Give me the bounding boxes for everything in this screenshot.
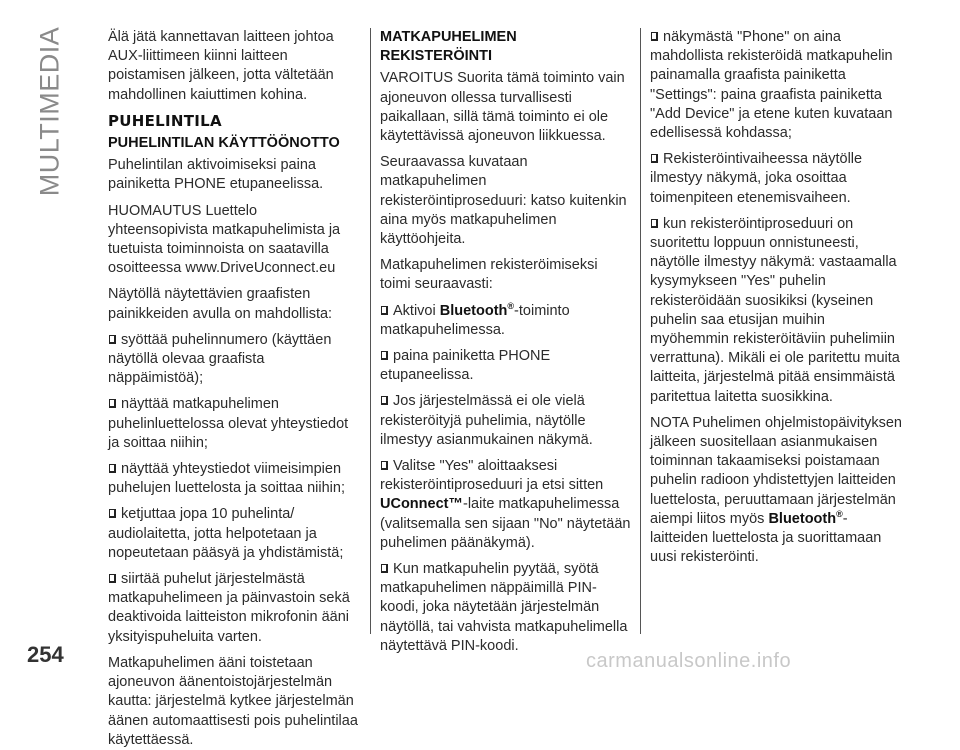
section-heading: MATKAPUHELIMEN REKISTERÖINTI	[380, 29, 517, 65]
bullet-item: Jos järjestelmässä ei ole vielä rekisteröityjä puhelimia, näytölle ilmestyy asianmukainen näkymä.	[380, 393, 593, 448]
warning-paragraph: VAROITUS Suorita tämä toiminto vain ajoneuvon ollessa turvallisesti paikallaan, sillä tämä toiminto ei ole käytettävissä ajoneuvon liikkuessa.	[380, 70, 625, 145]
brand-text: UConnect™	[380, 496, 463, 513]
bullet-icon	[650, 219, 660, 229]
bullet-icon	[380, 564, 390, 574]
paragraph: Seuraavassa kuvataan matkapuhelimen rekisteröintiproseduuri: katso kuitenkin aina myös matkapuhelimen käyttöohjeita.	[380, 154, 627, 248]
bullet-icon	[650, 154, 660, 164]
bullet-item: näkymästä "Phone" on aina mahdollista rekisteröidä matkapuhelin painamalla graafista painiketta "Settings": paina graafista painiketta "Add Device" ja etene kuten kuvataan edellisessä kohdassa;	[650, 29, 893, 142]
column-2	[380, 28, 632, 654]
bullet-item: näyttää yhteystiedot viimeisimpien puhelujen luettelosta ja soittaa niihin;	[108, 461, 345, 497]
bullet-icon	[108, 335, 118, 345]
brand-text: Bluetooth	[439, 302, 508, 319]
bullet-icon	[108, 399, 118, 409]
bullet-icon	[380, 351, 390, 361]
watermark: carmanualsonline.info	[586, 650, 792, 672]
bullet-item: paina painiketta PHONE etupaneelissa.	[380, 348, 551, 384]
bullet-item: Aktivoi Bluetooth®-toiminto matkapuhelimessa.	[380, 300, 570, 338]
bullet-item: kun rekisteröintiproseduuri on suoritettu loppuun onnistuneesti, näytölle ilmestyy näkymä: vastaamalla kysymykseen "Yes" puhelin rekisteröidään suosikiksi (kyseinen puhelin saa etusijan muihin myöhemmin rekisteröitäviin puhelimiin verrattuna). Mikäli ei ole paritettu muita laitteita, järjestelmä pitää ensimmäistä paritettua laitetta suosikkina.	[650, 215, 900, 405]
paragraph: Matkapuhelimen rekisteröimiseksi toimi seuraavasti:	[380, 257, 598, 293]
bullet-item: näyttää matkapuhelimen puhelinluettelossa olevat yhteystiedot ja soittaa niihin;	[108, 396, 349, 451]
bullet-item: Kun matkapuhelin pyytää, syötä matkapuhelimen näppäimillä PIN-koodi, joka näytetään järjestelmän näytöllä, tai vahvista matkapuhelimella näytettävä PIN-koodi.	[380, 561, 628, 654]
paragraph: Puhelintilan aktivoimiseksi paina painiketta PHONE etupaneelissa.	[108, 157, 324, 193]
bullet-icon	[380, 396, 390, 406]
subsection-heading: PUHELINTILAN KÄYTTÖÖNOTTO	[108, 135, 340, 152]
bullet-icon	[108, 574, 118, 584]
bullet-icon	[380, 306, 390, 316]
paragraph: Matkapuhelimen ääni toistetaan ajoneuvon äänentoistojärjestelmän kautta: järjestelmä kytkee järjestelmän äänen automaattisesti pois puhelintilaa käytettäessä.	[108, 654, 358, 748]
bullet-item: ketjuttaa jopa 10 puhelinta/ audiolaitetta, jotta helpotetaan ja nopeutetaan pääsyä ja yhdistämistä;	[108, 506, 344, 561]
section-heading: PUHELINTILA	[108, 111, 222, 130]
bullet-item: Valitse "Yes" aloittaaksesi rekisteröintiproseduuri ja etsi sitten UConnect™-laite matkapuhelimessa (valitsemalla sen sijaan "No" näytetään puhelimen päänäkymä).	[380, 458, 631, 551]
brand-text: Bluetooth	[768, 510, 837, 527]
note-paragraph: NOTA Puhelimen ohjelmistopäivityksen jälkeen suositellaan asianmukaisen toiminnan takaamiseksi poistamaan puhelin radioon yhdistettyjen laitteiden luettelosta, peruuttamaan järjestelmän aiempi liitos myös Bluetooth®-laitteiden luettelosta ja suorittamaan uusi rekisteröinti.	[650, 414, 902, 566]
bullet-icon	[380, 461, 390, 471]
column-3	[650, 28, 902, 633]
note-paragraph: HUOMAUTUS Luettelo yhteensopivista matkapuhelimista ja tuetuista toiminnoista on saatavilla osoitteessa www.DriveUconnect.eu	[108, 202, 341, 277]
page-number: 254	[27, 642, 64, 667]
column-divider-1	[370, 28, 371, 634]
bullet-icon	[108, 464, 118, 474]
intro-paragraph: Älä jätä kannettavan laitteen johtoa AUX-liittimeen kiinni laitteen poistamisen jälkeen, jotta vältetään mahdollinen kaiuttimen kohina.	[108, 29, 334, 103]
column-1	[108, 28, 360, 748]
bullet-item: syöttää puhelinnumero (käyttäen näytöllä olevaa graafista näppäimistöä);	[108, 331, 332, 387]
bullet-icon	[650, 32, 660, 42]
section-side-label	[30, 16, 70, 206]
bullet-icon	[108, 509, 118, 519]
bullet-item: Rekisteröintivaiheessa näytölle ilmestyy näkymä, joka osoittaa toimenpiteen etenemisvaiheen.	[650, 151, 863, 206]
section-label-text: MULTIMEDIA	[34, 26, 65, 196]
bullet-item: siirtää puhelut järjestelmästä matkapuhelimeen ja päinvastoin sekä deaktivoida laitteiston mikrofonin ääni yksityispuheluita varten.	[108, 571, 350, 645]
column-divider-2	[640, 28, 641, 634]
paragraph: Näytöllä näytettävien graafisten painikkeiden avulla on mahdollista:	[108, 286, 333, 322]
